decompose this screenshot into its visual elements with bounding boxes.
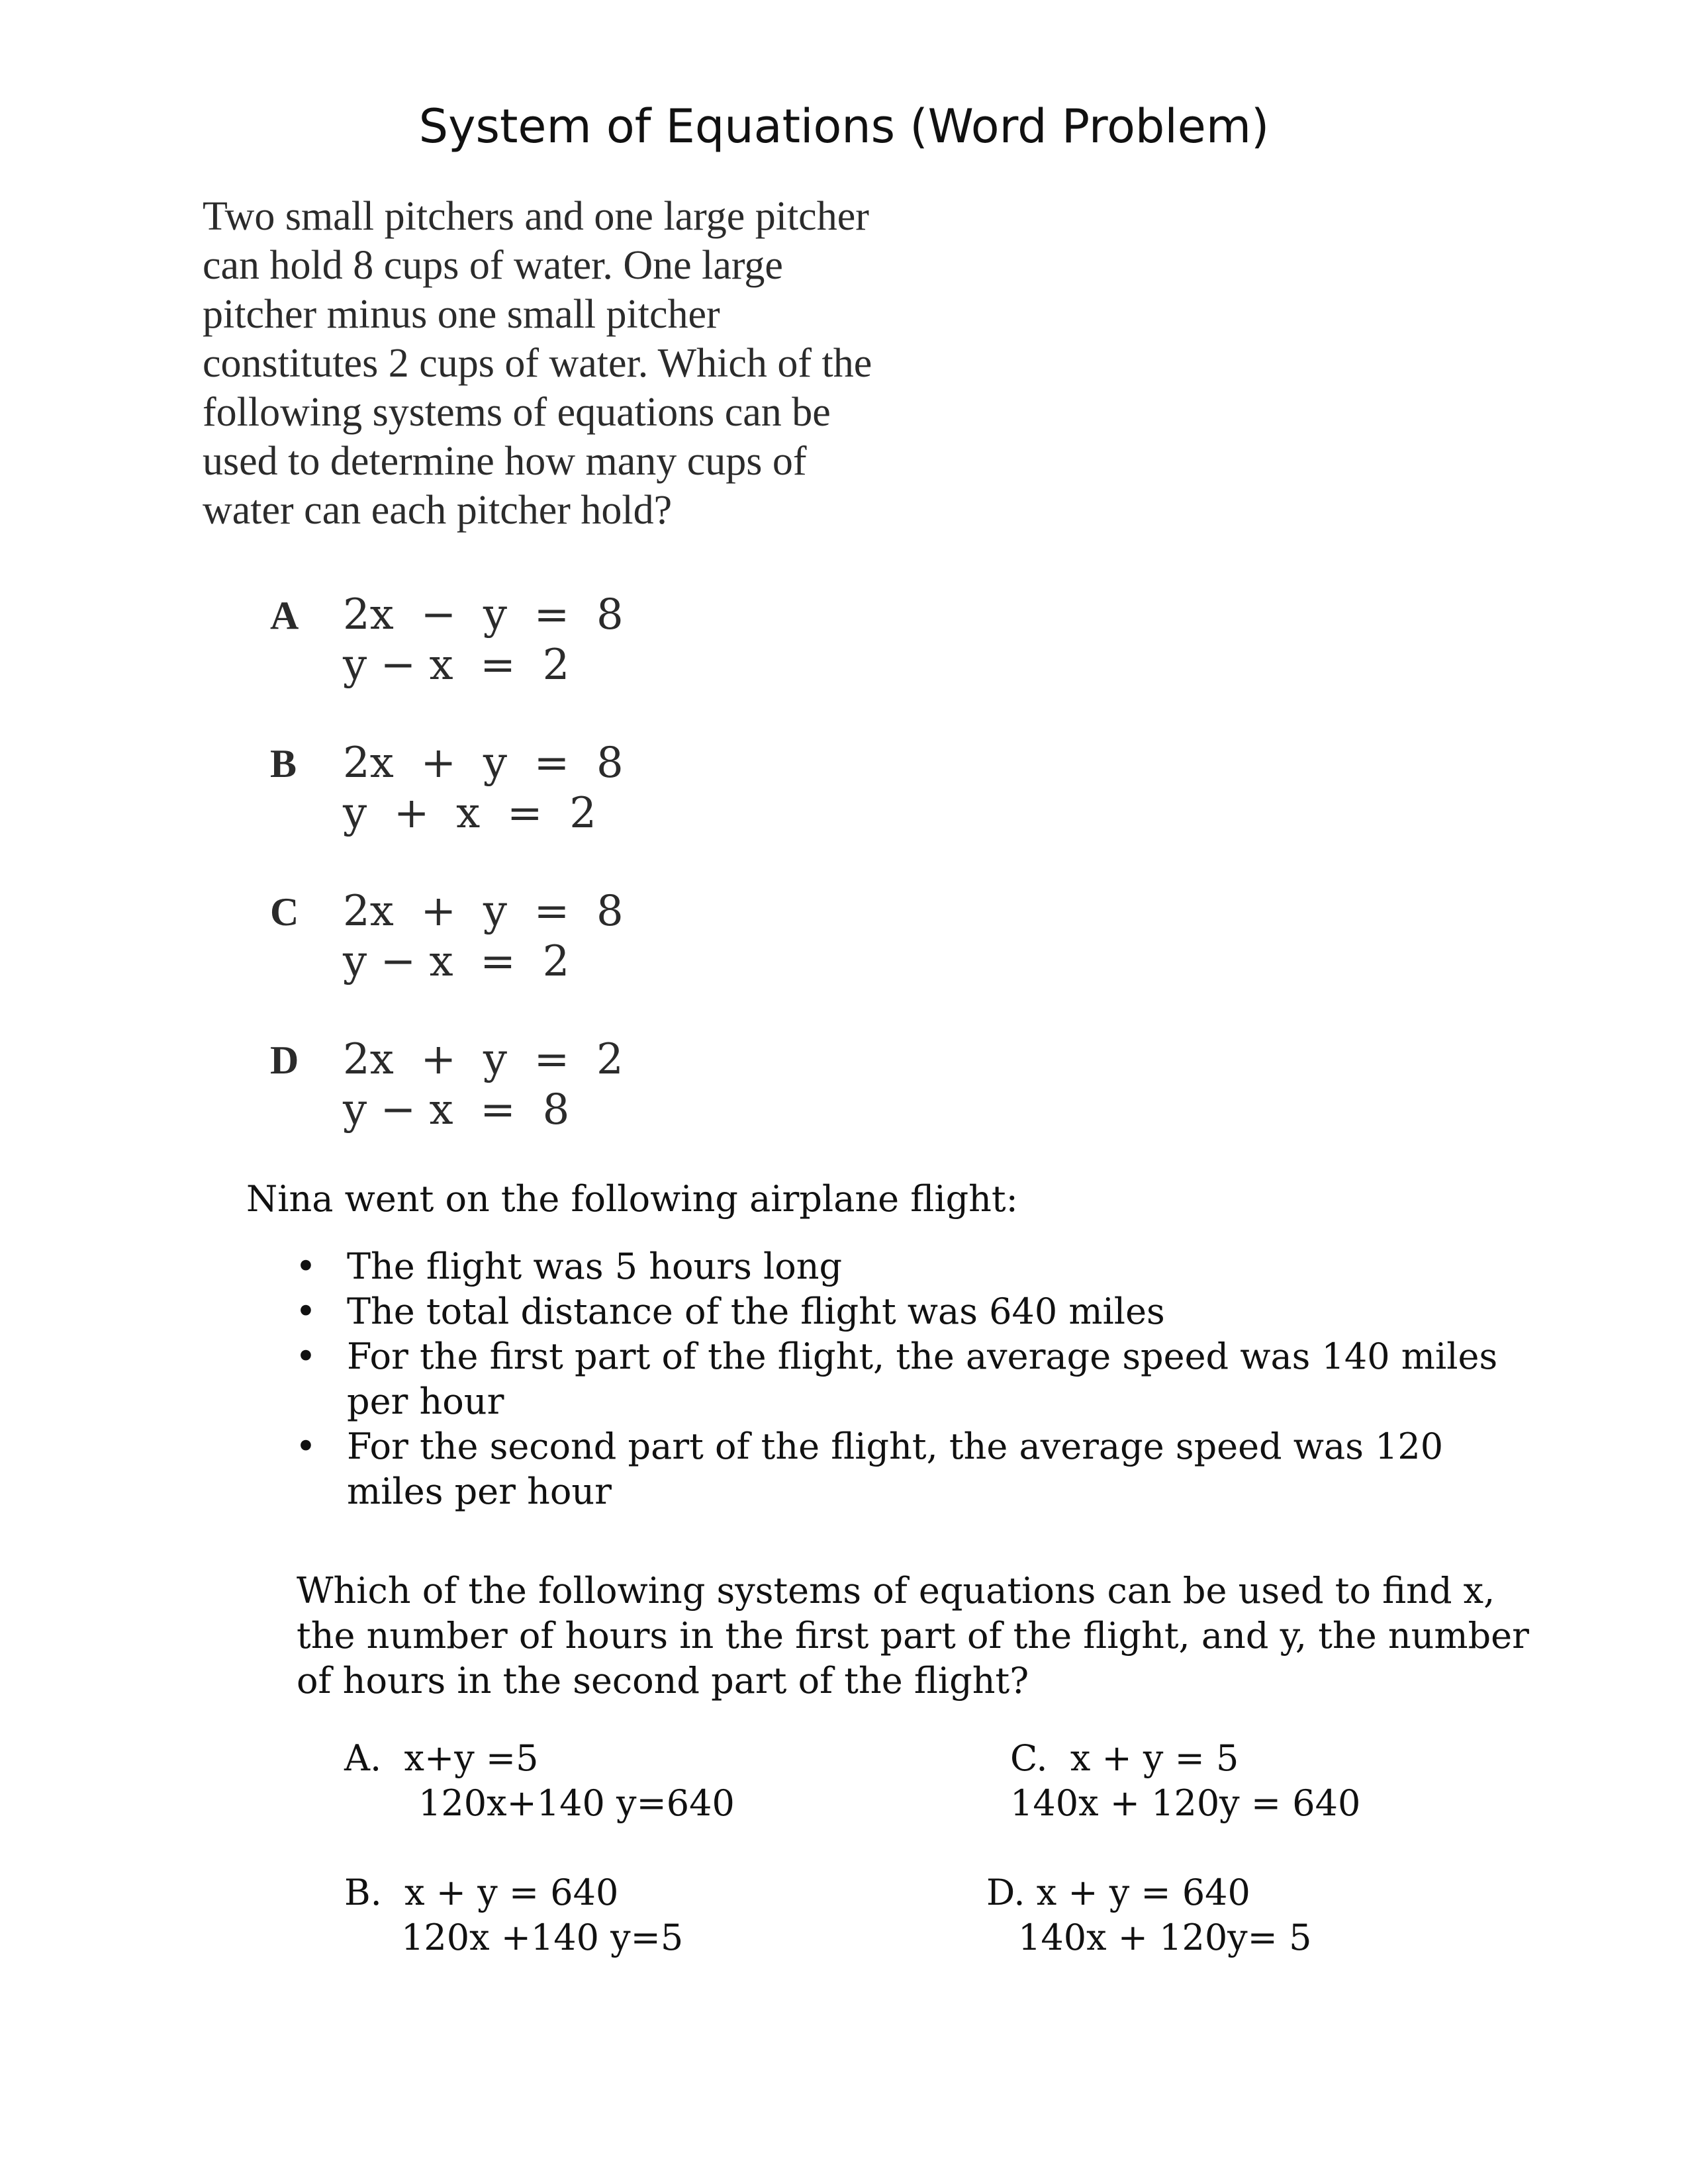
choice-equation-2: y + x = 2: [343, 789, 596, 838]
choice-equation-2: y − x = 8: [343, 1085, 570, 1134]
answer-d-line-1: D. x + y = 640: [986, 1872, 1250, 1913]
choice-equation-1: 2x + y = 2: [343, 1035, 624, 1084]
choice-letter: A: [270, 594, 299, 637]
choice-letter: D: [270, 1038, 299, 1082]
bullet-text: For the second part of the flight, the average speed was 120 miles per hour: [347, 1426, 1444, 1512]
list-item: [291, 1244, 1549, 1289]
problem1-line: Two small pitchers and one large pitcher: [203, 194, 869, 239]
problem2-question: Which of the following systems of equations can be used to find x, the number of hours in the first part of the flight, and y, the number of hours in the second part of the flight?: [297, 1570, 1529, 1702]
bullet-text: The flight was 5 hours long: [347, 1246, 843, 1287]
choice-equation-1: 2x + y = 8: [343, 739, 624, 788]
answer-b-line-2: 120x +140 y=5: [401, 1917, 684, 1958]
choice-equation-1: 2x + y = 8: [343, 887, 624, 936]
problem2-bullet-list: [291, 1244, 1549, 1514]
answer-b-line-1: B. x + y = 640: [344, 1872, 619, 1913]
problem2-intro: Nina went on the following airplane flight:: [246, 1178, 1018, 1220]
bullet-icon: •: [295, 1336, 316, 1377]
choice-equation-1: 2x − y = 8: [343, 590, 624, 639]
choice-letter: C: [270, 890, 299, 934]
list-item: [291, 1424, 1549, 1514]
bullet-icon: •: [295, 1291, 316, 1332]
problem1-line: constitutes 2 cups of water. Which of the: [203, 341, 872, 386]
problem1-line: can hold 8 cups of water. One large: [203, 243, 783, 288]
choice-equation-2: y − x = 2: [343, 937, 570, 986]
list-item: [291, 1334, 1549, 1424]
answer-c-line-1: C. x + y = 5: [1010, 1737, 1239, 1779]
problem1-line: used to determine how many cups of: [203, 439, 807, 484]
list-item: [291, 1289, 1549, 1334]
answer-d-line-2: 140x + 120y= 5: [1018, 1917, 1312, 1958]
choice-equation-2: y − x = 2: [343, 641, 570, 690]
problem1-line: water can each pitcher hold?: [203, 488, 673, 533]
answer-a-line-2: 120x+140 y=640: [418, 1782, 735, 1824]
problem1-line: following systems of equations can be: [203, 390, 831, 435]
choice-letter: B: [270, 742, 297, 786]
answer-a-line-1: A. x+y =5: [344, 1737, 539, 1779]
bullet-icon: •: [295, 1426, 316, 1467]
bullet-text: For the first part of the flight, the average speed was 140 miles per hour: [347, 1336, 1498, 1422]
page-title: System of Equations (Word Problem): [418, 99, 1270, 154]
problem1-text: [203, 192, 997, 535]
bullet-text: The total distance of the flight was 640 miles: [347, 1291, 1165, 1332]
problem1-line: pitcher minus one small pitcher: [203, 292, 720, 337]
answer-c-line-2: 140x + 120y = 640: [1010, 1782, 1361, 1824]
bullet-icon: •: [295, 1246, 316, 1287]
